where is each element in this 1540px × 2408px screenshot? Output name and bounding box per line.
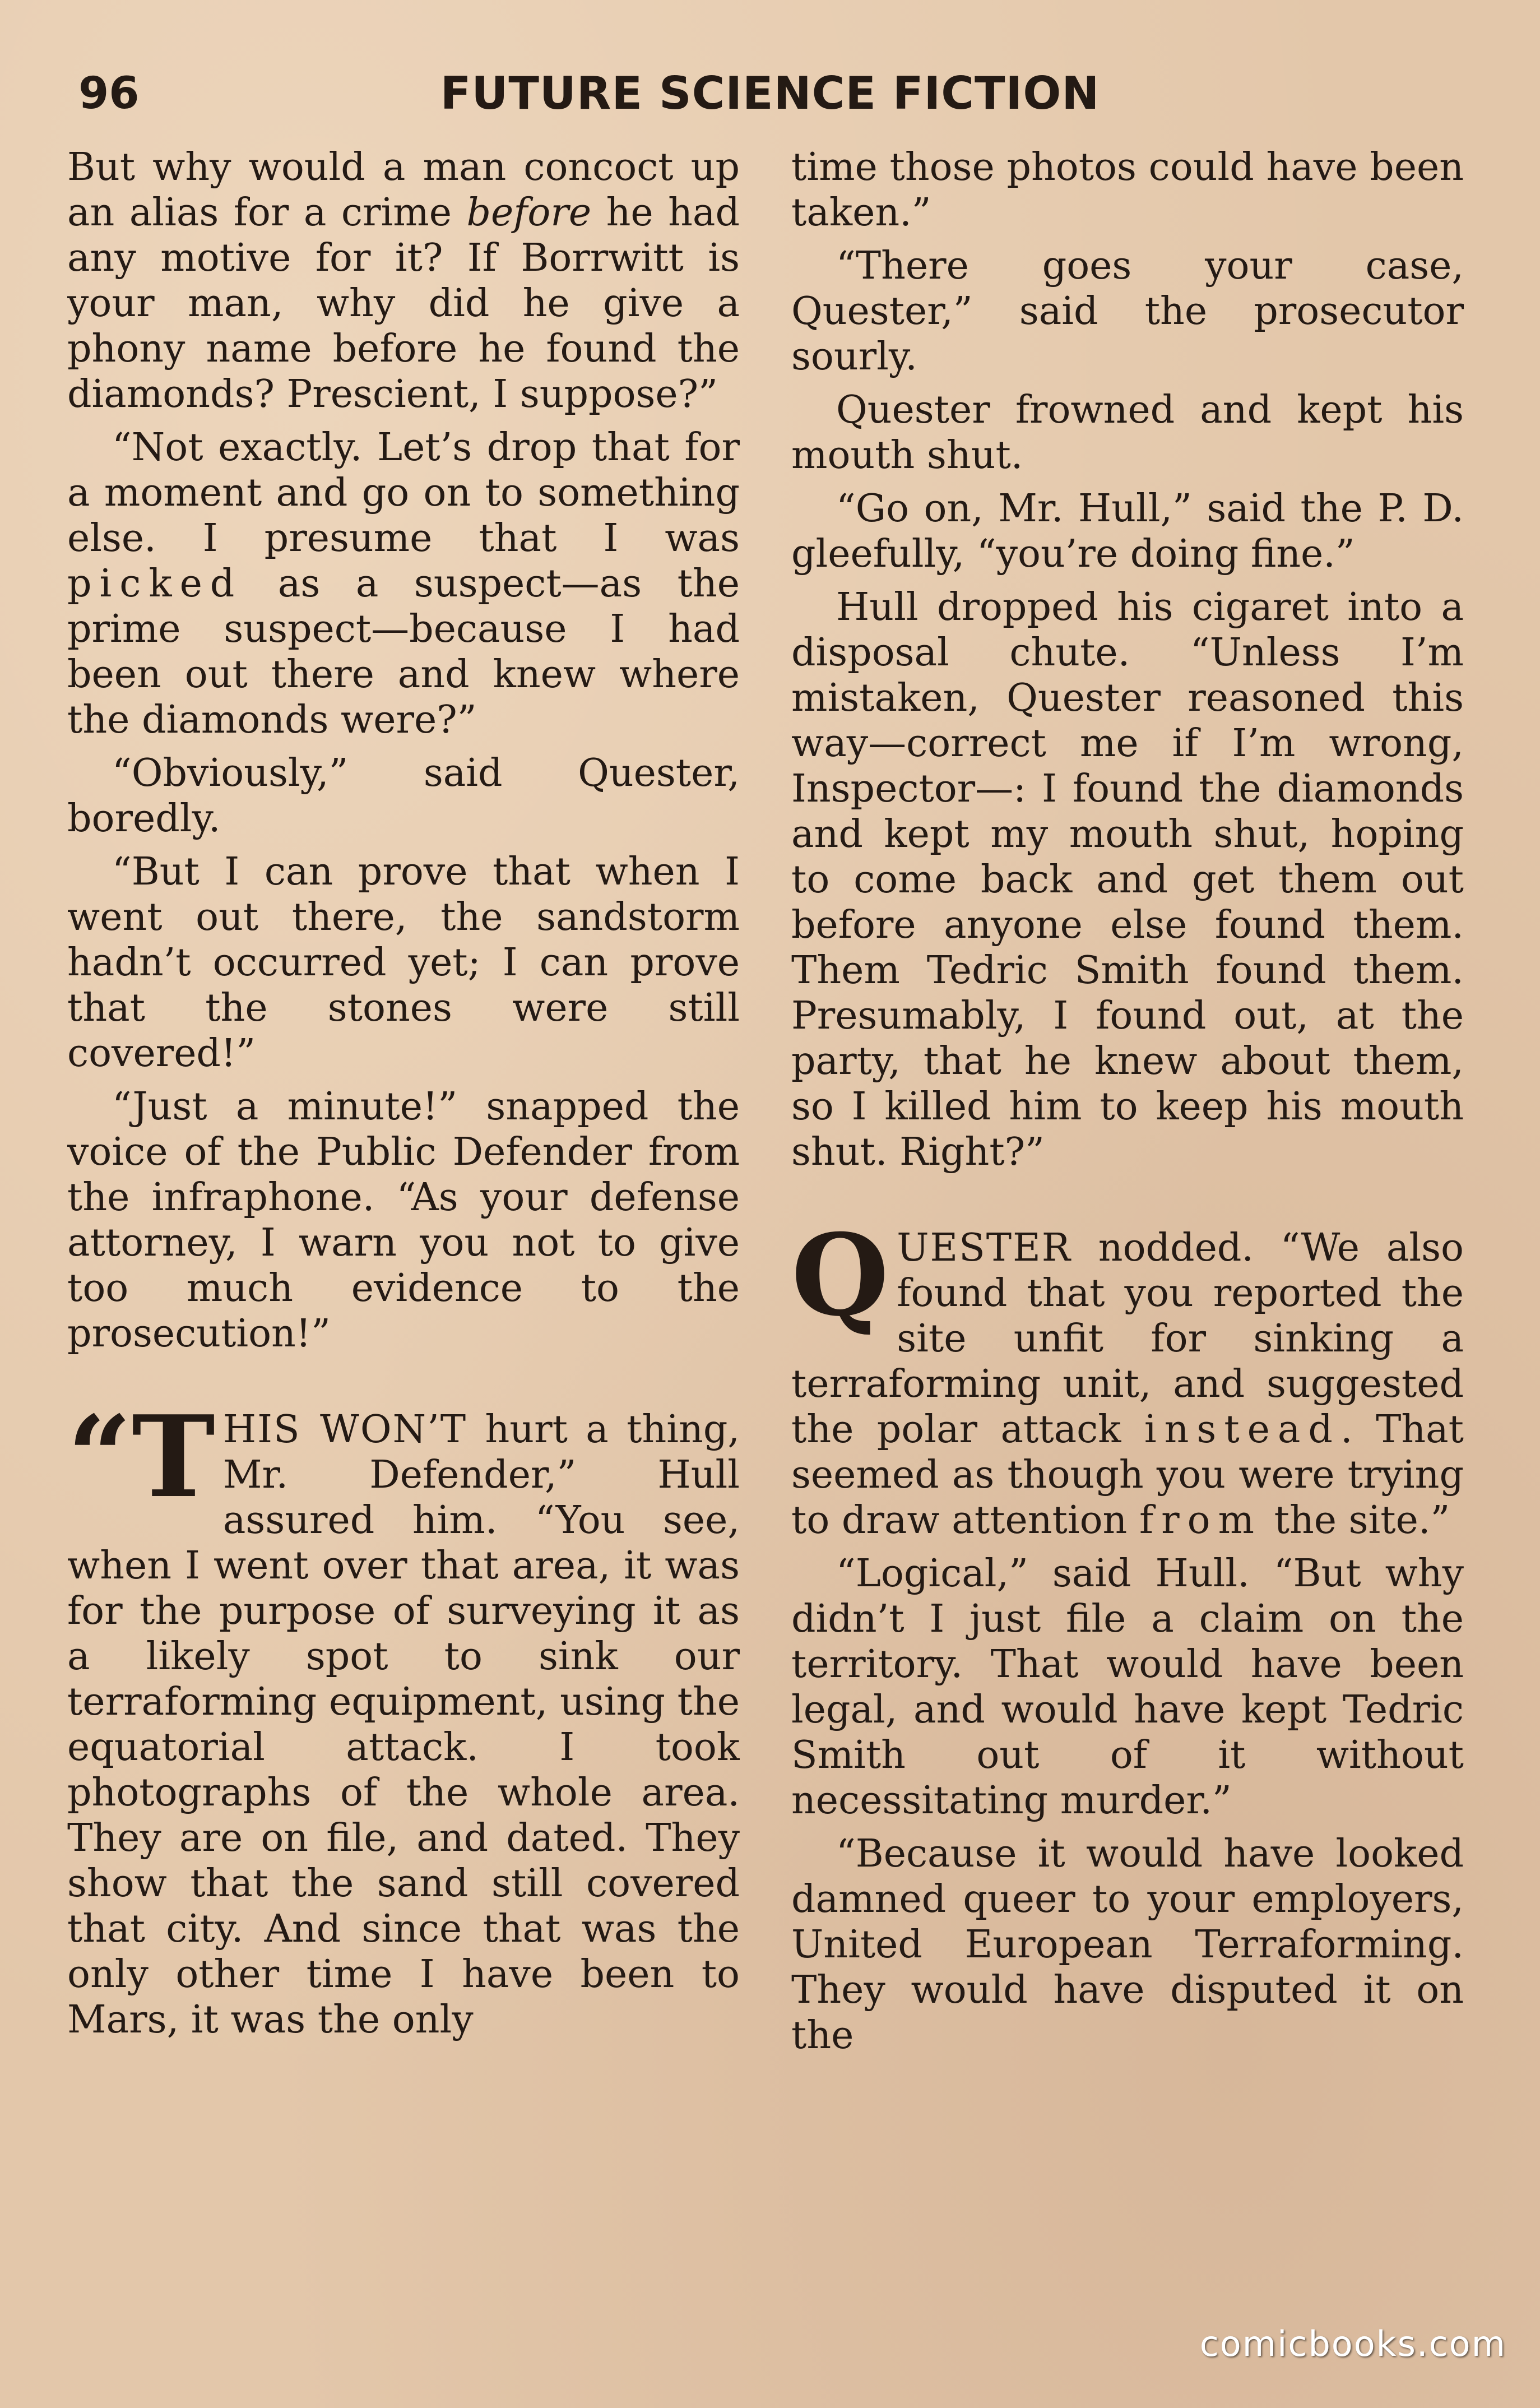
spaced-word: instead: [1144, 1407, 1340, 1452]
text-run: the site.”: [1262, 1498, 1450, 1543]
drop-cap: “T: [67, 1391, 215, 1523]
text-run: But why would a man concoct up an alias for a crime: [67, 145, 740, 235]
section-paragraph: [67, 1391, 740, 2043]
spaced-word: picked: [67, 562, 243, 606]
text-run: he had any motive for it? If Borrwitt is your man, why did he give a phony name before he found the diamonds? Prescient, I suppose?”: [67, 191, 740, 416]
section-paragraph: [791, 1210, 1464, 1543]
paragraph: “Because it would have looked damned queer to your employers, United European Terraforming. They would have disputed it on the: [791, 1832, 1464, 2058]
paragraph: [67, 145, 740, 417]
drop-cap: Q: [791, 1210, 889, 1341]
paragraph: [67, 425, 740, 743]
paragraph: time those photos could have been taken.”: [791, 145, 1464, 235]
paragraph: “Go on, Mr. Hull,” said the P. D. gleefully, “you’re doing fine.”: [791, 487, 1464, 576]
paragraph: “Obviously,” said Quester, boredly.: [67, 751, 740, 841]
emphasis: before: [466, 191, 592, 235]
text-run: hurt a thing, Mr. Defender,” Hull assured him. “You see, when I went over that area, it was for the purpose of surveying it as a likely spot to sink our terraforming equipment, using the equatorial attack. I took photographs of the whole area. They are on file, and dated. They show that the sand still covered that city. And since that was the only other time I have been to Mars, it was the only: [67, 1407, 740, 2042]
text-columns: [67, 145, 1464, 2319]
paragraph: Hull dropped his cigaret into a disposal chute. “Unless I’m mistaken, Quester reasoned this way—correct me if I’m wrong, Inspector—: I found the diamonds and kept my mouth shut, hoping to come back and get them out before anyone else found them. Them Tedric Smith found them. Presumably, I found out, at the party, that he knew about them, so I killed him to keep his mouth shut. Right?”: [791, 585, 1464, 1174]
page-number: 96: [78, 68, 140, 119]
text-run: “Not exactly. Let’s drop that for a moment and go on to something else. I presume that I was: [67, 425, 740, 561]
text-run: . That seemed as though you were trying to draw attention: [791, 1407, 1464, 1543]
right-column: [791, 145, 1464, 2319]
small-caps-lead: UESTER: [897, 1226, 1071, 1270]
paragraph: “There goes your case, Quester,” said the prosecutor sourly.: [791, 244, 1464, 379]
paragraph: “But I can prove that when I went out there, the sandstorm hadn’t occurred yet; I can prove that the stones were still covered!”: [67, 850, 740, 1076]
paragraph: “Logical,” said Hull. “But why didn’t I just file a claim on the territory. That would have been legal, and would have kept Tedric Smith out of it without necessitating murder.”: [791, 1552, 1464, 1823]
text-run: as a suspect—as the prime suspect—because I had been out there and knew where the diamonds were?”: [67, 562, 740, 742]
spaced-word: from: [1139, 1498, 1263, 1543]
small-caps-lead: HIS WON’T: [222, 1407, 467, 1452]
left-column: [67, 145, 740, 2319]
paragraph: “Just a minute!” snapped the voice of the Public Defender from the infraphone. “As your defense attorney, I warn you not to give too much evidence to the prosecution!”: [67, 1085, 740, 1356]
paragraph: Quester frowned and kept his mouth shut.: [791, 388, 1464, 478]
page-header: [78, 63, 1462, 124]
running-title: FUTURE SCIENCE FICTION: [440, 67, 1100, 119]
text-run: nodded. “We also found that you reported the site unfit for sinking a terraforming unit, and suggested the polar attack: [791, 1226, 1464, 1452]
site-watermark: comicbooks.com: [1199, 2323, 1506, 2364]
